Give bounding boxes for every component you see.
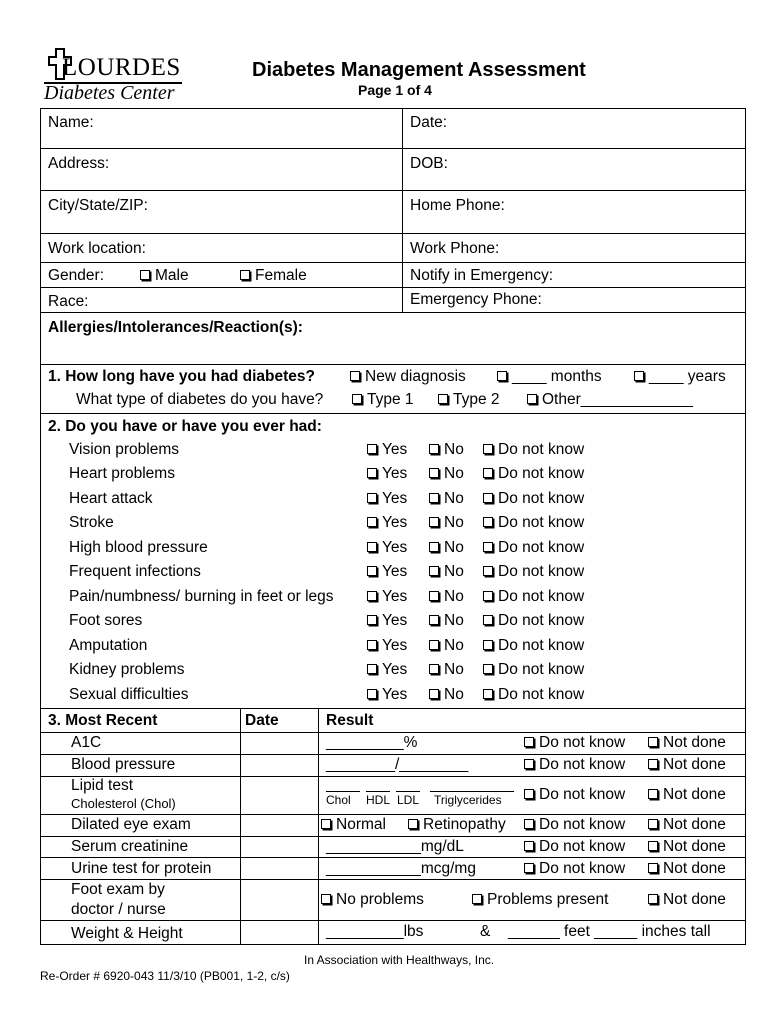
a1c-label: A1C	[71, 734, 102, 751]
q2-dnk-option[interactable]: Do not know	[483, 490, 584, 508]
q2-yes-option[interactable]: Yes	[367, 563, 407, 581]
urine-label: Urine test for protein	[71, 860, 212, 877]
lipid-chol-blank[interactable]	[326, 791, 360, 792]
logo-subtitle: Diabetes Center	[44, 82, 175, 104]
q2-yes-option[interactable]: Yes	[367, 588, 407, 606]
name-label: Name:	[48, 114, 94, 131]
q2-no-option[interactable]: No	[429, 490, 464, 508]
bp-label: Blood pressure	[71, 756, 176, 773]
q2-condition-label: Stroke	[69, 514, 114, 531]
checkbox-icon	[429, 444, 439, 454]
foot-label-2: doctor / nurse	[71, 901, 166, 918]
q2-no-option[interactable]: No	[429, 588, 464, 606]
page-number: Page 1 of 4	[358, 82, 432, 98]
checkbox-icon	[429, 517, 439, 527]
checkbox-icon	[648, 789, 658, 799]
q2-condition-label: Amputation	[69, 637, 148, 654]
checkbox-icon	[483, 517, 493, 527]
checkbox-icon	[483, 493, 493, 503]
gender-label: Gender:	[48, 267, 105, 284]
lipid-hdl-label: HDL	[366, 793, 391, 807]
checkbox-icon	[321, 819, 331, 829]
checkbox-icon	[483, 542, 493, 552]
q2-yes-option[interactable]: Yes	[367, 637, 407, 655]
checkbox-icon	[483, 640, 493, 650]
bp-not-done-option[interactable]: Not done	[648, 756, 726, 774]
checkbox-icon	[240, 270, 250, 280]
q2-condition-label: Heart problems	[69, 465, 175, 482]
q2-no-option[interactable]: No	[429, 686, 464, 704]
q2-yes-option[interactable]: Yes	[367, 441, 407, 459]
checkbox-icon	[483, 444, 493, 454]
creatinine-dnk-option[interactable]: Do not know	[524, 838, 625, 856]
checkbox-icon	[140, 270, 150, 280]
eye-dnk-option[interactable]: Do not know	[524, 816, 625, 834]
page-title: Diabetes Management Assessment	[252, 59, 586, 81]
work-phone-label: Work Phone:	[410, 240, 500, 257]
checkbox-icon	[524, 759, 534, 769]
weight-label: Weight & Height	[71, 925, 183, 942]
q2-yes-option[interactable]: Yes	[367, 514, 407, 532]
creatinine-result-field[interactable]: ___________mg/dL	[326, 838, 464, 855]
foot-label: Foot exam by	[71, 881, 165, 898]
q3-heading: 3. Most Recent	[48, 712, 158, 729]
height-field[interactable]: ______ feet _____ inches tall	[508, 923, 711, 940]
footer-reorder: Re-Order # 6920-043 11/3/10 (PB001, 1-2, c/s)	[40, 969, 290, 983]
q2-yes-option[interactable]: Yes	[367, 465, 407, 483]
q2-dnk-option[interactable]: Do not know	[483, 539, 584, 557]
q2-no-option[interactable]: No	[429, 612, 464, 630]
gender-male-option[interactable]: Male	[140, 267, 189, 285]
checkbox-icon	[483, 468, 493, 478]
urine-not-done-option[interactable]: Not done	[648, 860, 726, 878]
checkbox-icon	[429, 591, 439, 601]
q2-yes-option[interactable]: Yes	[367, 490, 407, 508]
checkbox-icon	[634, 371, 644, 381]
q3-result-header: Result	[326, 712, 374, 729]
foot-problems-present-option[interactable]: Problems present	[472, 891, 608, 909]
checkbox-icon	[429, 640, 439, 650]
checkbox-icon	[483, 615, 493, 625]
foot-not-done-option[interactable]: Not done	[648, 891, 726, 909]
q2-dnk-option[interactable]: Do not know	[483, 637, 584, 655]
checkbox-icon	[429, 468, 439, 478]
q1-type-question: What type of diabetes do you have?	[76, 391, 324, 408]
a1c-result-field[interactable]: _________%	[326, 734, 418, 751]
q2-dnk-option[interactable]: Do not know	[483, 514, 584, 532]
footer-association: In Association with Healthways, Inc.	[304, 953, 495, 967]
eye-not-done-option[interactable]: Not done	[648, 816, 726, 834]
q2-yes-option[interactable]: Yes	[367, 661, 407, 679]
checkbox-icon	[429, 566, 439, 576]
lipid-label: Lipid test	[71, 777, 134, 794]
checkbox-icon	[408, 819, 418, 829]
lipid-trig-blank[interactable]	[430, 791, 514, 792]
checkbox-icon	[648, 863, 658, 873]
checkbox-icon	[429, 542, 439, 552]
home-phone-label: Home Phone:	[410, 197, 505, 214]
logo-name: LOURDES	[62, 54, 181, 81]
q2-no-option[interactable]: No	[429, 441, 464, 459]
q2-question: 2. Do you have or have you ever had:	[48, 418, 322, 435]
checkbox-icon	[350, 371, 360, 381]
checkbox-icon	[648, 737, 658, 747]
checkbox-icon	[367, 664, 377, 674]
checkbox-icon	[648, 894, 658, 904]
lipid-sublabel: Cholesterol (Chol)	[71, 796, 176, 811]
eye-normal-option[interactable]: Normal	[321, 816, 386, 834]
eye-label: Dilated eye exam	[71, 816, 191, 833]
checkbox-icon	[483, 664, 493, 674]
date-label: Date:	[410, 114, 448, 131]
q1-other-option[interactable]: Other_____________	[527, 391, 693, 409]
checkbox-icon	[524, 819, 534, 829]
q2-no-option[interactable]: No	[429, 514, 464, 532]
checkbox-icon	[497, 371, 507, 381]
checkbox-icon	[483, 689, 493, 699]
lipid-chol-label: Chol	[326, 793, 351, 807]
q1-months-option[interactable]: ____ months	[497, 368, 602, 386]
checkbox-icon	[367, 517, 377, 527]
checkbox-icon	[429, 493, 439, 503]
creatinine-not-done-option[interactable]: Not done	[648, 838, 726, 856]
weight-result-field[interactable]: _________lbs	[326, 923, 424, 940]
q2-no-option[interactable]: No	[429, 539, 464, 557]
checkbox-icon	[367, 542, 377, 552]
checkbox-icon	[367, 444, 377, 454]
q2-condition-label: Vision problems	[69, 441, 179, 458]
checkbox-icon	[352, 394, 362, 404]
checkbox-icon	[524, 841, 534, 851]
lipid-trig-label: Triglycerides	[434, 793, 502, 807]
lipid-not-done-option[interactable]: Not done	[648, 786, 726, 804]
q1-years-option[interactable]: ____ years	[634, 368, 726, 386]
checkbox-icon	[524, 737, 534, 747]
a1c-dnk-option[interactable]: Do not know	[524, 734, 625, 752]
work-location-label: Work location:	[48, 240, 146, 257]
q3-date-header: Date	[245, 712, 279, 729]
eye-retinopathy-option[interactable]: Retinopathy	[408, 816, 506, 834]
checkbox-icon	[367, 468, 377, 478]
q2-no-option[interactable]: No	[429, 465, 464, 483]
checkbox-icon	[321, 894, 331, 904]
q2-condition-label: Pain/numbness/ burning in feet or legs	[69, 588, 334, 605]
checkbox-icon	[429, 689, 439, 699]
q2-dnk-option[interactable]: Do not know	[483, 612, 584, 630]
q2-dnk-option[interactable]: Do not know	[483, 465, 584, 483]
lipid-ldl-blank[interactable]	[396, 791, 420, 792]
foot-no-problems-option[interactable]: No problems	[321, 891, 424, 909]
q2-condition-label: High blood pressure	[69, 539, 208, 556]
checkbox-icon	[438, 394, 448, 404]
checkbox-icon	[648, 819, 658, 829]
dob-label: DOB:	[410, 155, 448, 172]
emergency-phone-label: Emergency Phone:	[410, 291, 542, 308]
checkbox-icon	[524, 863, 534, 873]
address-label: Address:	[48, 155, 110, 172]
q2-no-option[interactable]: No	[429, 563, 464, 581]
q1-type2-option[interactable]: Type 2	[438, 391, 500, 409]
allergies-label: Allergies/Intolerances/Reaction(s):	[48, 319, 303, 336]
q1-question: 1. How long have you had diabetes?	[48, 368, 315, 385]
checkbox-icon	[367, 493, 377, 503]
lipid-ldl-label: LDL	[397, 793, 420, 807]
a1c-not-done-option[interactable]: Not done	[648, 734, 726, 752]
q2-no-option[interactable]: No	[429, 661, 464, 679]
q2-condition-label: Frequent infections	[69, 563, 201, 580]
lipid-dnk-option[interactable]: Do not know	[524, 786, 625, 804]
q2-dnk-option[interactable]: Do not know	[483, 686, 584, 704]
checkbox-icon	[367, 615, 377, 625]
checkbox-icon	[483, 591, 493, 601]
bp-result-field[interactable]: ________/________	[326, 756, 469, 773]
creatinine-label: Serum creatinine	[71, 838, 189, 855]
q2-yes-option[interactable]: Yes	[367, 539, 407, 557]
q2-dnk-option[interactable]: Do not know	[483, 441, 584, 459]
lipid-hdl-blank[interactable]	[366, 791, 390, 792]
checkbox-icon	[648, 759, 658, 769]
q2-condition-label: Heart attack	[69, 490, 153, 507]
q2-dnk-option[interactable]: Do not know	[483, 563, 584, 581]
checkbox-icon	[527, 394, 537, 404]
checkbox-icon	[472, 894, 482, 904]
urine-result-field[interactable]: ___________mcg/mg	[326, 860, 476, 877]
q2-condition-label: Kidney problems	[69, 661, 185, 678]
checkbox-icon	[524, 789, 534, 799]
q2-yes-option[interactable]: Yes	[367, 612, 407, 630]
checkbox-icon	[367, 689, 377, 699]
q2-condition-label: Foot sores	[69, 612, 143, 629]
weight-amp: &	[480, 923, 491, 940]
checkbox-icon	[648, 841, 658, 851]
q1-type1-option[interactable]: Type 1	[352, 391, 414, 409]
city-label: City/State/ZIP:	[48, 197, 148, 214]
checkbox-icon	[367, 640, 377, 650]
gender-female-option[interactable]: Female	[240, 267, 307, 285]
q1-new-diagnosis-option[interactable]: New diagnosis	[350, 368, 466, 386]
q2-yes-option[interactable]: Yes	[367, 686, 407, 704]
q2-no-option[interactable]: No	[429, 637, 464, 655]
checkbox-icon	[483, 566, 493, 576]
q2-condition-label: Sexual difficulties	[69, 686, 189, 703]
race-label: Race:	[48, 293, 89, 310]
checkbox-icon	[429, 615, 439, 625]
q2-dnk-option[interactable]: Do not know	[483, 661, 584, 679]
bp-dnk-option[interactable]: Do not know	[524, 756, 625, 774]
checkbox-icon	[367, 591, 377, 601]
urine-dnk-option[interactable]: Do not know	[524, 860, 625, 878]
checkbox-icon	[367, 566, 377, 576]
q2-dnk-option[interactable]: Do not know	[483, 588, 584, 606]
notify-label: Notify in Emergency:	[410, 267, 553, 284]
checkbox-icon	[429, 664, 439, 674]
